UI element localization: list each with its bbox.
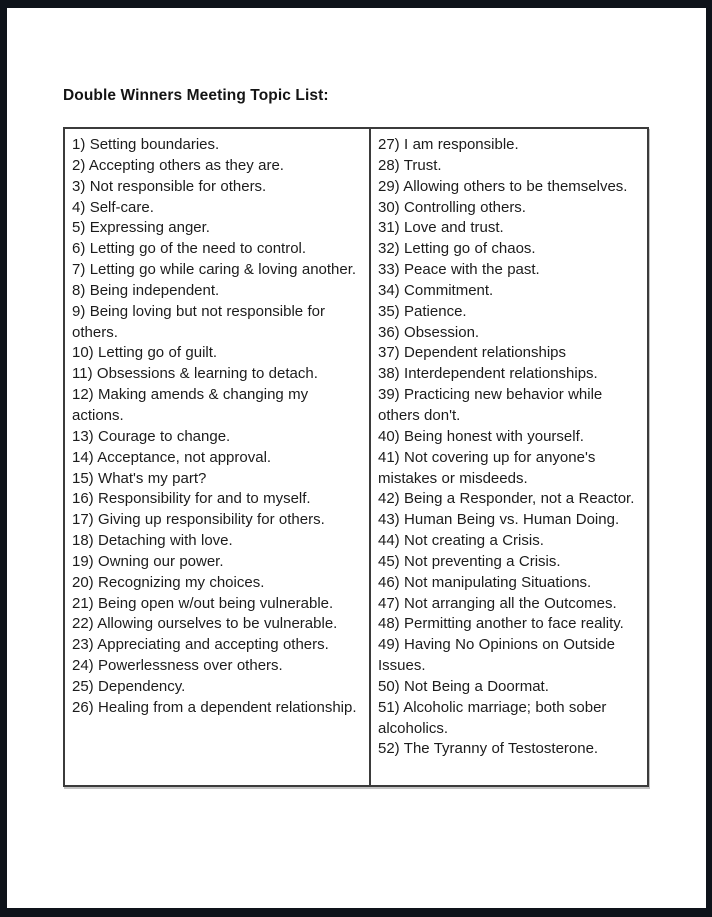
list-item: 15) What's my part? (72, 469, 207, 487)
list-item: 38) Interdependent relationships. (378, 365, 598, 383)
list-item: 28) Trust. (378, 156, 442, 174)
list-item: 24) Powerlessness over others. (72, 657, 283, 675)
list-item: 49) Having No Opinions on Outside Issues. (378, 636, 615, 675)
list-item: 9) Being loving but not responsible for others. (72, 302, 326, 341)
list-item: 22) Allowing ourselves to be vulnerable. (72, 615, 338, 633)
list-item: 1) Setting boundaries. (72, 136, 220, 153)
list-item: 40) Being honest with yourself. (378, 427, 584, 445)
list-item: 45) Not preventing a Crisis. (378, 552, 561, 570)
list-item: 51) Alcoholic marriage; both sober alcoholics. (378, 698, 607, 737)
list-item: 5) Expressing anger. (72, 219, 210, 237)
list-item: 33) Peace with the past. (378, 261, 540, 279)
list-item: 37) Dependent relationships (378, 344, 567, 362)
list-item: 8) Being independent. (72, 281, 220, 299)
list-item: 48) Permitting another to face reality. (378, 615, 624, 633)
list-item: 18) Detaching with love. (72, 532, 233, 550)
list-item: 25) Dependency. (72, 677, 186, 695)
list-item: 34) Commitment. (378, 281, 494, 299)
list-item: 26) Healing from a dependent relationship. (72, 698, 357, 716)
list-item: 17) Giving up responsibility for others. (72, 511, 325, 529)
list-item: 21) Being open w/out being vulnerable. (72, 594, 334, 612)
list-item: 47) Not arranging all the Outcomes. (378, 594, 617, 612)
list-item: 6) Letting go of the need to control. (72, 240, 307, 258)
list-item: 31) Love and trust. (378, 219, 504, 237)
list-item: 19) Owning our power. (72, 552, 224, 570)
list-item: 2) Accepting others as they are. (72, 156, 284, 174)
list-item: 44) Not creating a Crisis. (378, 532, 544, 550)
list-item: 20) Recognizing my choices. (72, 573, 265, 591)
list-item: 11) Obsessions & learning to detach. (72, 365, 318, 383)
list-item: 52) The Tyranny of Testosterone. (378, 740, 599, 758)
topic-list-left-column (65, 129, 371, 785)
list-item: 23) Appreciating and accepting others. (72, 636, 329, 654)
topic-list-right-column (371, 129, 647, 785)
document-page (7, 8, 706, 908)
list-item: 30) Controlling others. (378, 198, 526, 216)
list-item: 14) Acceptance, not approval. (72, 448, 272, 466)
list-item: 10) Letting go of guilt. (72, 344, 218, 362)
list-item: 32) Letting go of chaos. (378, 240, 536, 258)
list-item: 36) Obsession. (378, 323, 480, 341)
page-title: Double Winners Meeting Topic List: (63, 87, 329, 104)
list-item: 42) Being a Responder, not a Reactor. (378, 490, 635, 508)
list-item: 13) Courage to change. (72, 427, 231, 445)
list-item: 35) Patience. (378, 302, 467, 320)
list-item: 12) Making amends & changing my actions. (72, 386, 309, 424)
list-item: 27) I am responsible. (378, 136, 519, 153)
list-item: 3) Not responsible for others. (72, 177, 267, 195)
list-item: 39) Practicing new behavior while others don't. (378, 386, 603, 424)
list-item: 4) Self-care. (72, 198, 154, 216)
list-item: 46) Not manipulating Situations. (378, 573, 592, 591)
topic-table (63, 127, 649, 787)
list-item: 16) Responsibility for and to myself. (72, 490, 311, 508)
list-item: 50) Not Being a Doormat. (378, 677, 549, 695)
list-item: 7) Letting go while caring & loving another. (72, 261, 357, 279)
list-item: 41) Not covering up for anyone's mistakes or misdeeds. (378, 448, 596, 487)
list-item: 43) Human Being vs. Human Doing. (378, 511, 620, 529)
list-item: 29) Allowing others to be themselves. (378, 177, 628, 195)
